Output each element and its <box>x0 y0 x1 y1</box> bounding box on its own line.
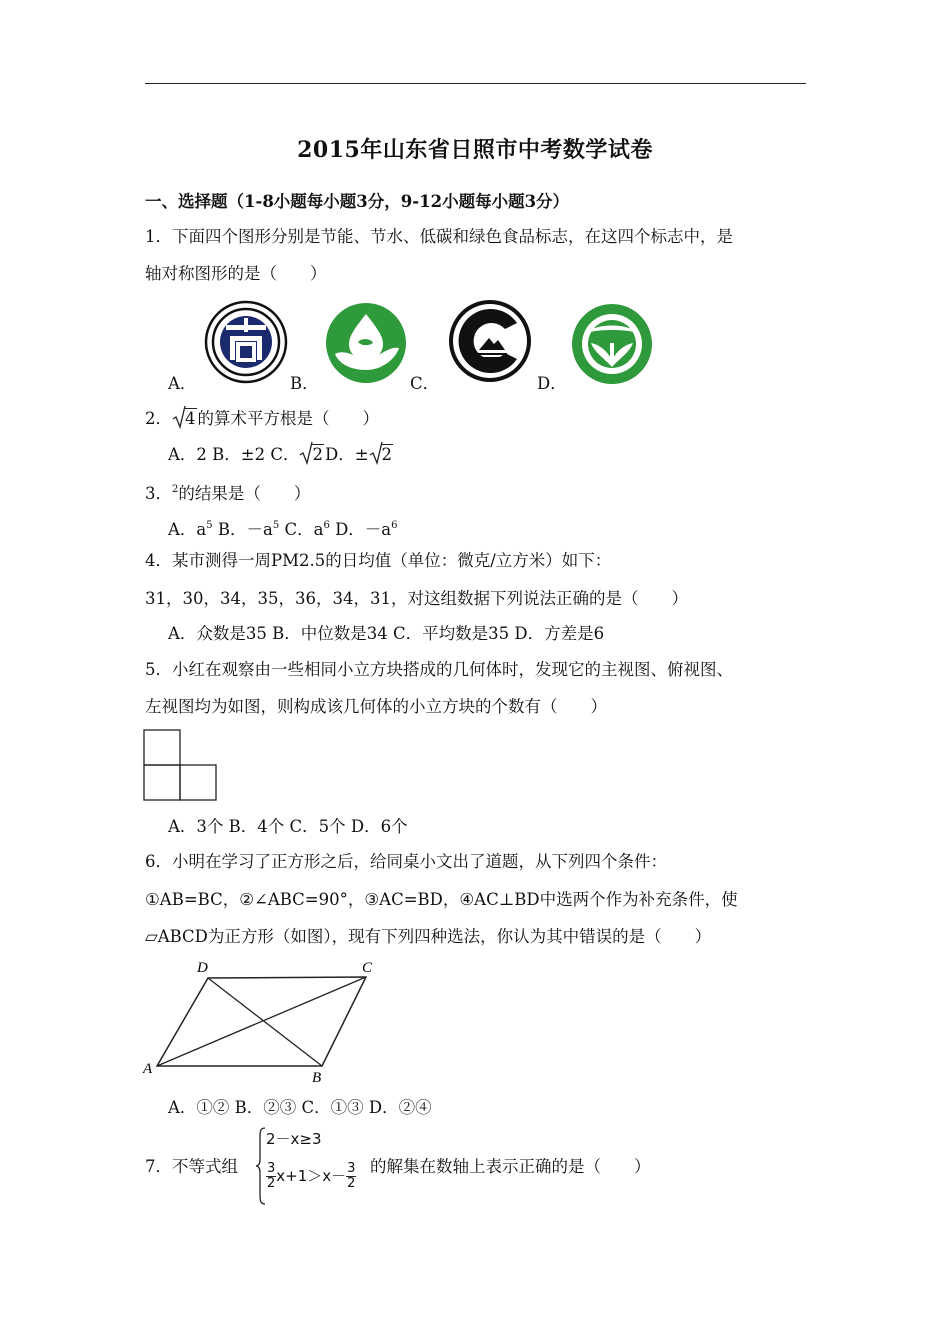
q1-option-a: A． <box>168 374 197 393</box>
exam-title: 2015年山东省日照市中考数学试卷 <box>297 137 653 163</box>
vertex-label-c: C <box>362 960 373 976</box>
q1-line2: 轴对称图形的是（ ） <box>145 264 327 283</box>
q3-stem <box>145 478 310 506</box>
q6-line3: ▱ABCD为正方形（如图），现有下列四种选法，你认为其中错误的是（ ） <box>145 927 712 946</box>
q4-options: A．众数是35 B．中位数是34 C．平均数是35 D．方差是6 <box>168 624 605 643</box>
q6-line2: ①AB=BC，②∠ABC=90°，③AC=BD，④AC⊥BD中选两个作为补充条件，使 <box>145 890 738 909</box>
q3-exponent: 2 <box>172 484 179 495</box>
vertex-label-a: A <box>143 1061 153 1077</box>
q3-option-a: A．a <box>168 520 207 539</box>
q2-option-d-radicand: 2 <box>381 445 393 464</box>
fraction-three-halves-2 <box>346 1162 356 1191</box>
radical-sign-icon <box>369 441 383 465</box>
q5-line1: 5．小红在观察由一些相同小立方块搭成的几何体时，发现它的主视图、俯视图、 <box>145 660 733 679</box>
q6-options: A．①② B．②③ C．①③ D．②④ <box>168 1098 432 1117</box>
radical-sign-icon <box>299 441 313 465</box>
green-food-logo-icon <box>571 303 653 385</box>
header-rule <box>145 83 806 84</box>
inequality-system <box>256 1126 386 1206</box>
q5-line2: 左视图均为如图，则构成该几何体的小立方块的个数有（ ） <box>145 697 607 716</box>
vertex-label-d: D <box>197 960 208 976</box>
q3-option-c: C．a <box>279 520 324 539</box>
q3-option-d: D．－a <box>329 520 392 539</box>
q2-option-c-sqrt <box>299 443 324 467</box>
left-brace-icon <box>256 1126 266 1206</box>
q2-option-c-radicand: 2 <box>312 445 323 464</box>
q3-options <box>168 514 398 542</box>
q3-number: 3． <box>145 484 172 503</box>
q4-line2: 31，30，34，35，36，34，31，对这组数据下列说法正确的是（ ） <box>145 589 688 608</box>
q3-option-b-exp: 5 <box>272 520 280 531</box>
q2-stem <box>145 407 379 431</box>
inequality-row-1: 2－x≥3 <box>266 1130 322 1148</box>
fraction-numerator-2: 3 <box>347 1161 356 1176</box>
q2-radicand: 4 <box>185 409 196 428</box>
fraction-numerator: 3 <box>267 1161 276 1176</box>
q4-line1: 4．某市测得一周PM2.5的日均值（单位：微克/立方米）如下： <box>145 551 612 570</box>
q7-prefix: 7．不等式组 <box>145 1157 238 1176</box>
inequality-row-2 <box>266 1162 356 1191</box>
inequality-row-2-mid: x+1＞x－ <box>276 1167 347 1185</box>
q3-option-b: B．－a <box>212 520 273 539</box>
fraction-denominator-2: 2 <box>347 1176 356 1191</box>
q2-question: 的算术平方根是（ ） <box>197 409 379 428</box>
q1-option-d: D． <box>537 374 567 393</box>
q3-question: 的结果是（ ） <box>178 484 311 503</box>
vertex-label-b: B <box>312 1070 322 1085</box>
q2-number: 2． <box>145 409 172 428</box>
q7-question: 的解集在数轴上表示正确的是（ ） <box>370 1157 651 1176</box>
q1-option-c: C． <box>410 374 440 393</box>
sqrt-expression <box>172 407 197 431</box>
fraction-denominator: 2 <box>267 1176 276 1191</box>
water-saving-logo-icon <box>325 302 407 384</box>
radical-sign-icon <box>172 405 186 429</box>
q2-options <box>168 443 394 467</box>
q2-option-d-sqrt <box>369 443 394 467</box>
q6-line1: 6．小明在学习了正方形之后，给同桌小文出了道题，从下列四个条件： <box>145 852 667 871</box>
section-heading: 一、选择题（1-8小题每小题3分，9-12小题每小题3分） <box>145 192 570 211</box>
fraction-three-halves <box>266 1162 276 1191</box>
q3-option-c-exp: 6 <box>323 520 330 531</box>
parallelogram-figure <box>140 955 385 1085</box>
cube-view-figure <box>143 729 218 802</box>
q3-option-a-exp: 5 <box>206 520 213 531</box>
q1-option-b: B． <box>290 374 319 393</box>
energy-saving-logo-icon <box>204 300 288 384</box>
q3-option-d-exp: 6 <box>391 520 398 531</box>
q2-option-d-label: D．± <box>324 445 369 464</box>
q1-line1: 1．下面四个图形分别是节能、节水、低碳和绿色食品标志，在这四个标志中，是 <box>145 227 733 246</box>
low-carbon-logo-icon <box>447 298 533 384</box>
q5-options: A．3个 B．4个 C．5个 D．6个 <box>168 817 408 836</box>
q2-options-ab: A．2 B．±2 C． <box>168 445 300 464</box>
